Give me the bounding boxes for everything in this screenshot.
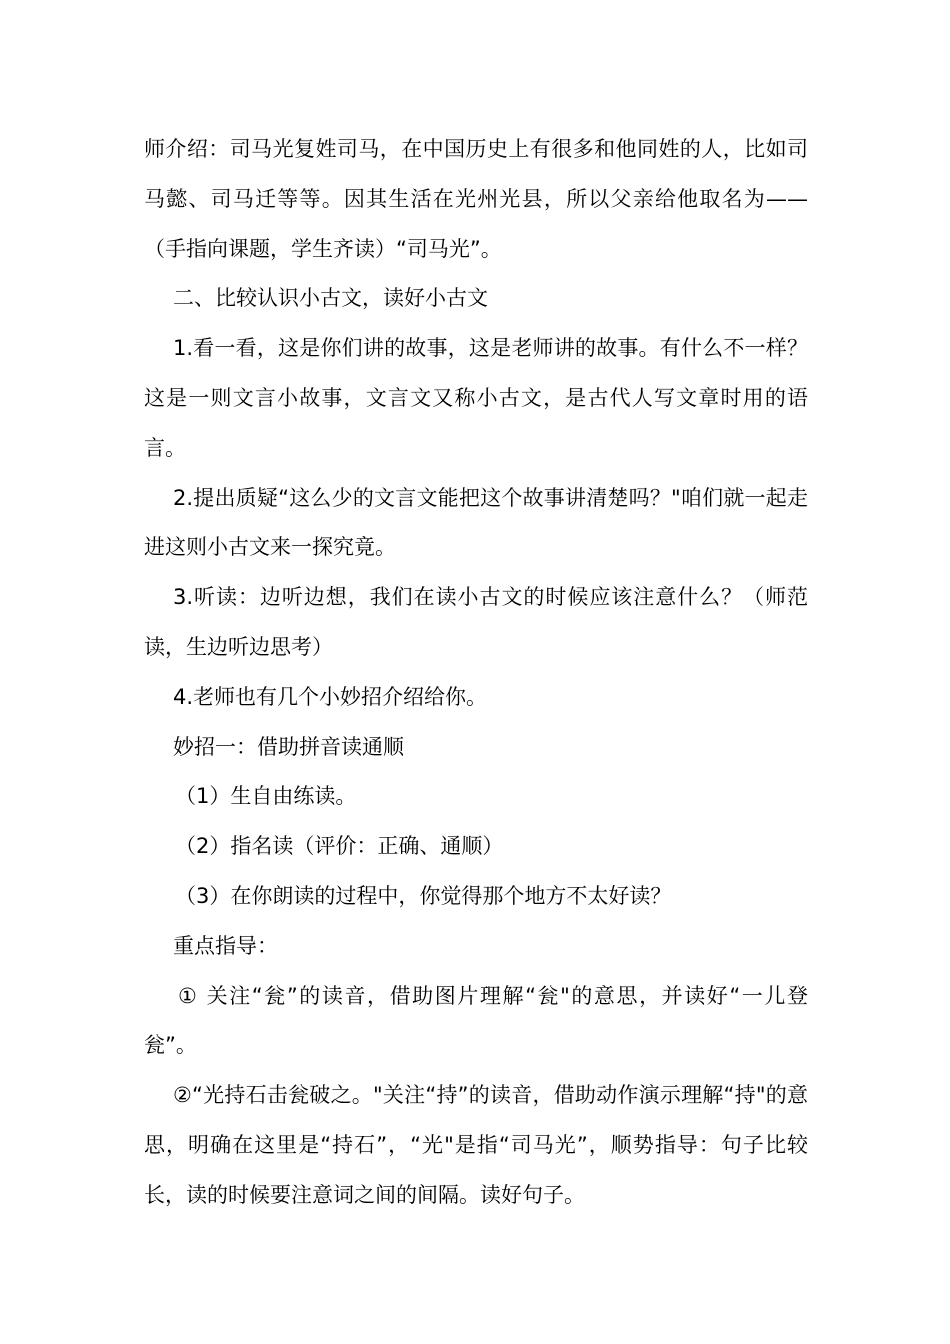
- paragraph-step-1: 1.看一看，这是你们讲的故事，这是老师讲的故事。有什么不一样？这是一则文言小故事，文言文又称小古文，是古代人写文章时用的语言。: [144, 336, 808, 460]
- paragraph-key-guidance: 重点指导：: [173, 933, 278, 958]
- list-item-2: （2）指名读（评价：正确、通顺）: [175, 834, 504, 859]
- paragraph-step-2: 2.提出质疑“这么少的文言文能把这个故事讲清楚吗？"咱们就一起走进这则小古文来一探究竟。: [144, 485, 808, 560]
- document-body: [144, 125, 808, 1221]
- list-item-1: （1）生自由练读。: [175, 784, 357, 809]
- paragraph-tip-1: 妙招一：借助拼音读通顺: [173, 734, 404, 759]
- paragraph-point-1: ① 关注“瓮”的读音，借助图片理解“瓮"的意思，并读好“一儿登瓮”。: [144, 983, 808, 1058]
- list-item-3: （3）在你朗读的过程中，你觉得那个地方不太好读？: [175, 883, 672, 908]
- section-heading: 二、比较认识小古文，读好小古文: [173, 286, 488, 311]
- paragraph-step-3: 3.听读：边听边想，我们在读小古文的时候应该注意什么？（师范读，生边听边思考）: [144, 585, 808, 659]
- paragraph-point-2: ②“光持石击瓮破之。"关注“持”的读音，借助动作演示理解“持"的意思，明确在这里是“持石”，“光"是指“司马光”，顺势指导：句子比较长，读的时候要注意词之间的间隔。读好句子。: [144, 1083, 808, 1207]
- paragraph-step-4: 4.老师也有几个小妙招介绍给你。: [173, 684, 488, 709]
- paragraph-intro: 师介绍：司马光复姓司马，在中国历史上有很多和他同姓的人，比如司马懿、司马迁等等。因其生活在光州光县，所以父亲给他取名为——（手指向课题，学生齐读）“司马光”。: [144, 137, 808, 261]
